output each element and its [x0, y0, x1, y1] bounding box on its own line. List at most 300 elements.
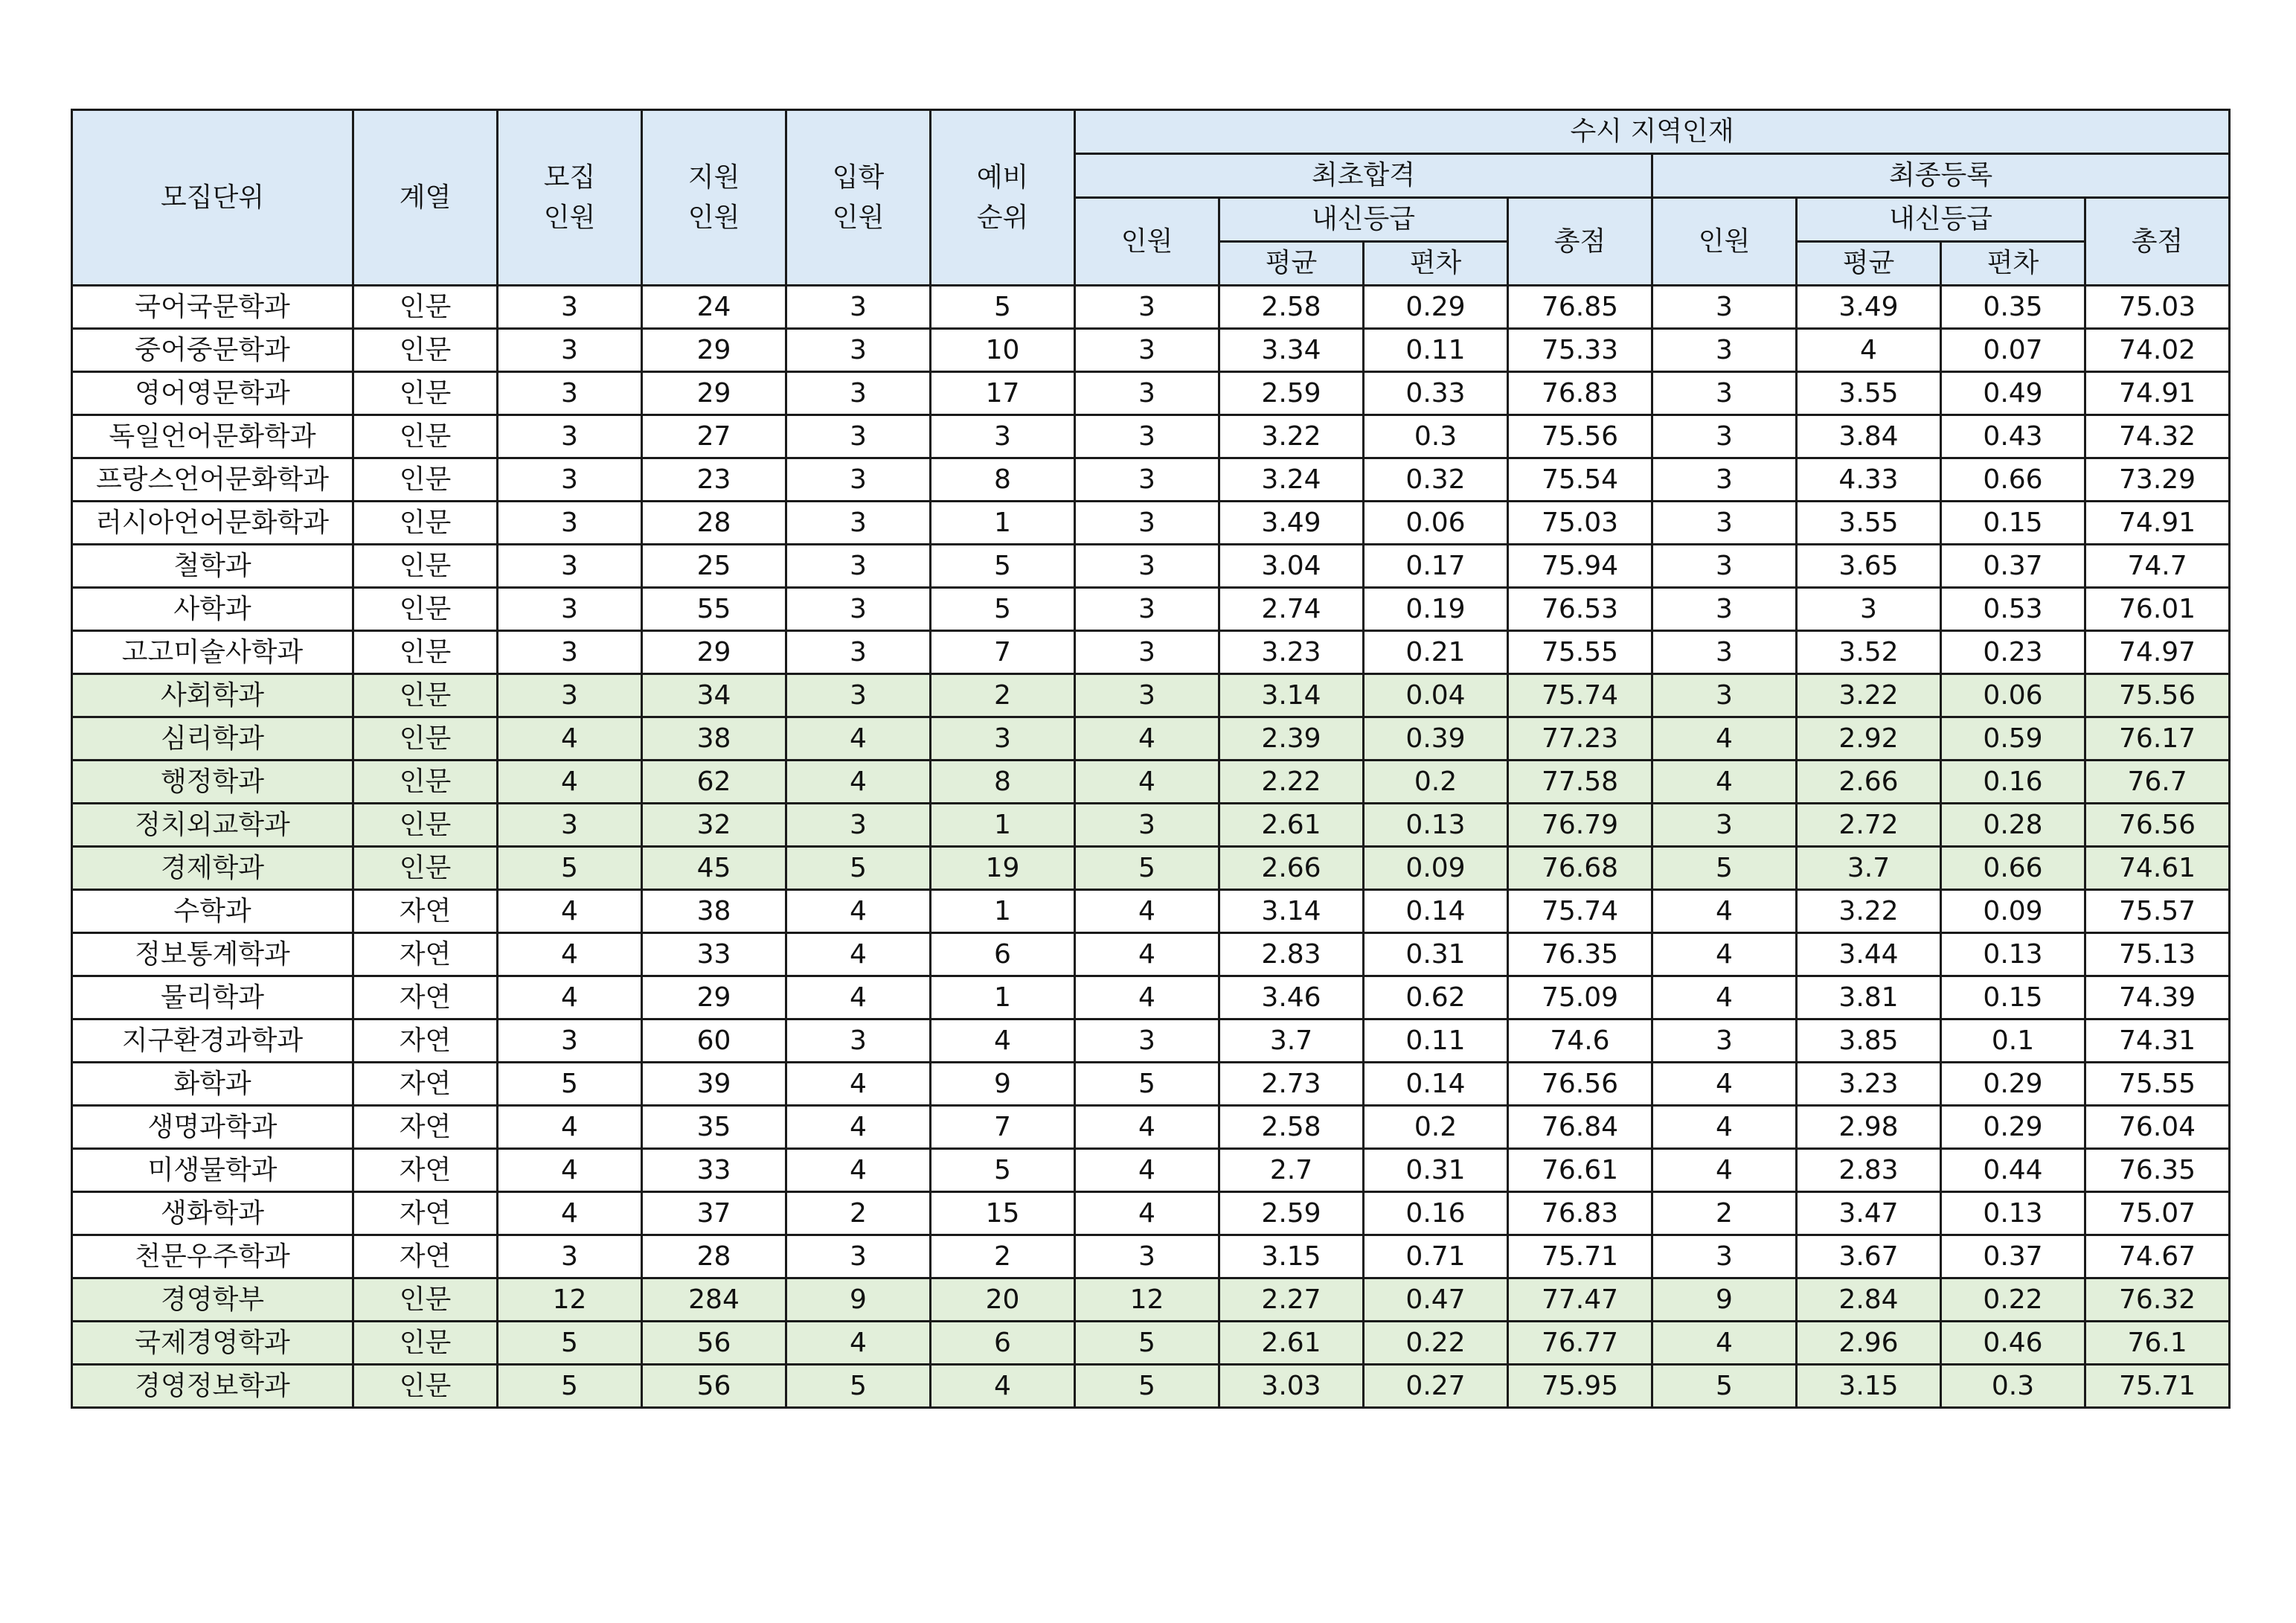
cell-r-total: 74.67	[2085, 1235, 2230, 1278]
cell-series: 인문	[353, 458, 498, 502]
cell-r-total: 74.7	[2085, 545, 2230, 588]
cell-unit: 러시아언어문화학과	[72, 502, 353, 545]
cell-r-total: 75.57	[2085, 890, 2230, 933]
cell-r-count: 4	[1652, 890, 1797, 933]
cell-quota: 3	[498, 415, 642, 458]
cell-applicants: 62	[642, 761, 786, 804]
cell-applicants: 38	[642, 890, 786, 933]
cell-f-avg: 3.46	[1219, 976, 1364, 1019]
cell-applicants: 45	[642, 847, 786, 890]
cell-unit: 생화학과	[72, 1192, 353, 1235]
cell-admitted: 4	[786, 1322, 931, 1365]
cell-f-dev: 0.06	[1364, 502, 1508, 545]
cell-f-count: 12	[1075, 1278, 1219, 1322]
header-first-grade: 내신등급	[1219, 198, 1508, 242]
cell-r-avg: 3.55	[1797, 502, 1941, 545]
table-header	[72, 110, 2230, 286]
cell-unit: 지구환경과학과	[72, 1019, 353, 1063]
cell-f-total: 76.61	[1508, 1149, 1652, 1192]
cell-f-total: 76.56	[1508, 1063, 1652, 1106]
cell-quota: 4	[498, 717, 642, 761]
cell-series: 인문	[353, 415, 498, 458]
cell-unit: 사회학과	[72, 674, 353, 717]
cell-r-dev: 0.3	[1941, 1365, 2085, 1408]
cell-f-count: 4	[1075, 890, 1219, 933]
cell-f-total: 77.47	[1508, 1278, 1652, 1322]
cell-f-avg: 2.58	[1219, 1106, 1364, 1149]
table-row	[72, 286, 2230, 329]
cell-f-dev: 0.11	[1364, 329, 1508, 372]
cell-r-avg: 3.23	[1797, 1063, 1941, 1106]
cell-quota: 4	[498, 1106, 642, 1149]
cell-r-count: 3	[1652, 804, 1797, 847]
cell-series: 인문	[353, 674, 498, 717]
cell-f-total: 76.35	[1508, 933, 1652, 976]
cell-r-avg: 3	[1797, 588, 1941, 631]
cell-unit: 영어영문학과	[72, 372, 353, 415]
table-row	[72, 933, 2230, 976]
cell-f-total: 76.68	[1508, 847, 1652, 890]
cell-f-dev: 0.31	[1364, 933, 1508, 976]
cell-applicants: 60	[642, 1019, 786, 1063]
cell-f-avg: 2.66	[1219, 847, 1364, 890]
cell-r-dev: 0.53	[1941, 588, 2085, 631]
cell-r-count: 3	[1652, 415, 1797, 458]
table-row	[72, 329, 2230, 372]
cell-admitted: 4	[786, 976, 931, 1019]
cell-r-dev: 0.43	[1941, 415, 2085, 458]
cell-f-avg: 3.14	[1219, 674, 1364, 717]
cell-series: 자연	[353, 1149, 498, 1192]
cell-f-avg: 2.74	[1219, 588, 1364, 631]
cell-waitlist: 15	[931, 1192, 1075, 1235]
cell-quota: 4	[498, 1149, 642, 1192]
cell-r-total: 74.39	[2085, 976, 2230, 1019]
cell-f-dev: 0.11	[1364, 1019, 1508, 1063]
cell-admitted: 3	[786, 502, 931, 545]
cell-f-avg: 2.27	[1219, 1278, 1364, 1322]
cell-f-dev: 0.13	[1364, 804, 1508, 847]
cell-admitted: 3	[786, 588, 931, 631]
cell-f-total: 75.54	[1508, 458, 1652, 502]
cell-unit: 철학과	[72, 545, 353, 588]
cell-quota: 4	[498, 890, 642, 933]
cell-f-dev: 0.27	[1364, 1365, 1508, 1408]
cell-f-count: 3	[1075, 372, 1219, 415]
cell-r-avg: 3.15	[1797, 1365, 1941, 1408]
cell-unit: 정치외교학과	[72, 804, 353, 847]
cell-f-count: 5	[1075, 847, 1219, 890]
table-row	[72, 1149, 2230, 1192]
cell-applicants: 24	[642, 286, 786, 329]
cell-r-total: 75.13	[2085, 933, 2230, 976]
cell-f-total: 75.55	[1508, 631, 1652, 674]
cell-f-avg: 3.7	[1219, 1019, 1364, 1063]
cell-f-count: 5	[1075, 1322, 1219, 1365]
cell-series: 인문	[353, 1278, 498, 1322]
cell-applicants: 35	[642, 1106, 786, 1149]
cell-f-dev: 0.19	[1364, 588, 1508, 631]
cell-series: 자연	[353, 1106, 498, 1149]
table-row	[72, 1235, 2230, 1278]
cell-r-count: 5	[1652, 847, 1797, 890]
cell-unit: 경제학과	[72, 847, 353, 890]
cell-f-avg: 2.59	[1219, 372, 1364, 415]
table-row	[72, 372, 2230, 415]
cell-quota: 3	[498, 545, 642, 588]
cell-r-total: 76.32	[2085, 1278, 2230, 1322]
cell-r-avg: 2.96	[1797, 1322, 1941, 1365]
cell-waitlist: 6	[931, 933, 1075, 976]
cell-waitlist: 9	[931, 1063, 1075, 1106]
cell-quota: 3	[498, 588, 642, 631]
cell-r-count: 4	[1652, 1063, 1797, 1106]
cell-r-total: 74.61	[2085, 847, 2230, 890]
cell-waitlist: 7	[931, 631, 1075, 674]
cell-unit: 물리학과	[72, 976, 353, 1019]
cell-r-total: 76.17	[2085, 717, 2230, 761]
cell-f-avg: 2.61	[1219, 1322, 1364, 1365]
cell-series: 자연	[353, 1192, 498, 1235]
cell-r-avg: 3.65	[1797, 545, 1941, 588]
cell-f-count: 4	[1075, 761, 1219, 804]
cell-admitted: 3	[786, 286, 931, 329]
cell-f-dev: 0.21	[1364, 631, 1508, 674]
cell-f-avg: 2.73	[1219, 1063, 1364, 1106]
cell-applicants: 284	[642, 1278, 786, 1322]
cell-r-dev: 0.49	[1941, 372, 2085, 415]
cell-admitted: 4	[786, 717, 931, 761]
cell-f-avg: 3.49	[1219, 502, 1364, 545]
cell-unit: 독일언어문화학과	[72, 415, 353, 458]
cell-r-count: 3	[1652, 1235, 1797, 1278]
table-row	[72, 761, 2230, 804]
cell-waitlist: 5	[931, 286, 1075, 329]
cell-f-dev: 0.39	[1364, 717, 1508, 761]
cell-waitlist: 20	[931, 1278, 1075, 1322]
cell-quota: 5	[498, 1322, 642, 1365]
cell-unit: 경영정보학과	[72, 1365, 353, 1408]
cell-waitlist: 2	[931, 674, 1075, 717]
cell-f-count: 3	[1075, 1235, 1219, 1278]
cell-unit: 국어국문학과	[72, 286, 353, 329]
cell-r-dev: 0.23	[1941, 631, 2085, 674]
cell-f-dev: 0.2	[1364, 1106, 1508, 1149]
cell-applicants: 34	[642, 674, 786, 717]
cell-series: 인문	[353, 1365, 498, 1408]
cell-applicants: 33	[642, 933, 786, 976]
cell-r-total: 74.91	[2085, 502, 2230, 545]
cell-series: 인문	[353, 286, 498, 329]
cell-quota: 12	[498, 1278, 642, 1322]
cell-f-count: 3	[1075, 588, 1219, 631]
table-row	[72, 1192, 2230, 1235]
cell-applicants: 32	[642, 804, 786, 847]
header-applicants-line2: 인원	[687, 202, 740, 233]
cell-applicants: 56	[642, 1365, 786, 1408]
cell-r-avg: 2.98	[1797, 1106, 1941, 1149]
cell-r-count: 9	[1652, 1278, 1797, 1322]
cell-f-avg: 3.14	[1219, 890, 1364, 933]
cell-r-total: 76.56	[2085, 804, 2230, 847]
cell-r-count: 3	[1652, 502, 1797, 545]
cell-f-total: 76.79	[1508, 804, 1652, 847]
cell-r-total: 74.02	[2085, 329, 2230, 372]
cell-f-avg: 2.61	[1219, 804, 1364, 847]
cell-series: 자연	[353, 976, 498, 1019]
cell-quota: 3	[498, 804, 642, 847]
cell-applicants: 37	[642, 1192, 786, 1235]
cell-series: 자연	[353, 1235, 498, 1278]
header-first-dev: 편차	[1364, 242, 1508, 286]
cell-waitlist: 7	[931, 1106, 1075, 1149]
admission-results-table	[71, 109, 2231, 1409]
cell-f-total: 75.74	[1508, 674, 1652, 717]
table-row	[72, 890, 2230, 933]
cell-waitlist: 10	[931, 329, 1075, 372]
cell-r-total: 74.31	[2085, 1019, 2230, 1063]
table-row	[72, 1365, 2230, 1408]
cell-r-avg: 4.33	[1797, 458, 1941, 502]
cell-admitted: 3	[786, 458, 931, 502]
cell-r-count: 4	[1652, 1106, 1797, 1149]
cell-r-count: 3	[1652, 588, 1797, 631]
cell-r-total: 76.01	[2085, 588, 2230, 631]
header-final-registration: 최종등록	[1652, 154, 2230, 198]
cell-f-count: 3	[1075, 329, 1219, 372]
table-body	[72, 286, 2230, 1408]
header-waitlist-line1: 예비	[976, 161, 1029, 193]
cell-r-dev: 0.59	[1941, 717, 2085, 761]
header-quota-line1: 모집	[543, 161, 596, 193]
cell-f-count: 3	[1075, 1019, 1219, 1063]
cell-r-avg: 2.66	[1797, 761, 1941, 804]
cell-series: 인문	[353, 502, 498, 545]
cell-r-count: 5	[1652, 1365, 1797, 1408]
header-applicants-line1: 지원	[687, 161, 740, 193]
cell-admitted: 3	[786, 545, 931, 588]
cell-applicants: 56	[642, 1322, 786, 1365]
cell-admitted: 4	[786, 890, 931, 933]
cell-waitlist: 1	[931, 890, 1075, 933]
cell-quota: 5	[498, 1365, 642, 1408]
table-row	[72, 717, 2230, 761]
cell-f-total: 75.94	[1508, 545, 1652, 588]
cell-admitted: 3	[786, 631, 931, 674]
cell-f-avg: 2.39	[1219, 717, 1364, 761]
cell-r-avg: 3.47	[1797, 1192, 1941, 1235]
header-first-total: 총점	[1508, 198, 1652, 286]
cell-r-count: 3	[1652, 545, 1797, 588]
cell-admitted: 3	[786, 329, 931, 372]
cell-waitlist: 1	[931, 804, 1075, 847]
cell-r-total: 76.04	[2085, 1106, 2230, 1149]
cell-f-avg: 2.22	[1219, 761, 1364, 804]
cell-applicants: 29	[642, 631, 786, 674]
cell-admitted: 5	[786, 847, 931, 890]
cell-f-dev: 0.32	[1364, 458, 1508, 502]
cell-r-avg: 2.84	[1797, 1278, 1941, 1322]
cell-waitlist: 17	[931, 372, 1075, 415]
cell-unit: 고고미술사학과	[72, 631, 353, 674]
cell-applicants: 38	[642, 717, 786, 761]
cell-r-dev: 0.15	[1941, 502, 2085, 545]
cell-r-avg: 3.81	[1797, 976, 1941, 1019]
cell-waitlist: 5	[931, 1149, 1075, 1192]
header-final-grade: 내신등급	[1797, 198, 2085, 242]
cell-admitted: 4	[786, 1063, 931, 1106]
cell-f-count: 5	[1075, 1063, 1219, 1106]
cell-unit: 화학과	[72, 1063, 353, 1106]
cell-r-dev: 0.13	[1941, 933, 2085, 976]
cell-r-avg: 3.52	[1797, 631, 1941, 674]
table-row	[72, 976, 2230, 1019]
cell-r-avg: 3.49	[1797, 286, 1941, 329]
cell-f-total: 76.53	[1508, 588, 1652, 631]
cell-f-total: 74.6	[1508, 1019, 1652, 1063]
cell-quota: 4	[498, 1192, 642, 1235]
cell-series: 자연	[353, 890, 498, 933]
table-row	[72, 1063, 2230, 1106]
cell-f-total: 75.95	[1508, 1365, 1652, 1408]
cell-r-dev: 0.35	[1941, 286, 2085, 329]
cell-f-total: 76.84	[1508, 1106, 1652, 1149]
cell-f-total: 77.58	[1508, 761, 1652, 804]
cell-f-total: 75.33	[1508, 329, 1652, 372]
cell-series: 인문	[353, 717, 498, 761]
header-final-avg: 평균	[1797, 242, 1941, 286]
cell-f-dev: 0.14	[1364, 890, 1508, 933]
header-quota-line2: 인원	[543, 202, 596, 233]
cell-waitlist: 4	[931, 1365, 1075, 1408]
cell-quota: 3	[498, 674, 642, 717]
cell-r-count: 3	[1652, 674, 1797, 717]
cell-r-dev: 0.46	[1941, 1322, 2085, 1365]
cell-quota: 3	[498, 1235, 642, 1278]
table-row	[72, 545, 2230, 588]
cell-quota: 3	[498, 372, 642, 415]
cell-r-count: 4	[1652, 1149, 1797, 1192]
cell-f-dev: 0.33	[1364, 372, 1508, 415]
cell-f-avg: 3.24	[1219, 458, 1364, 502]
cell-r-total: 75.03	[2085, 286, 2230, 329]
cell-series: 인문	[353, 631, 498, 674]
cell-unit: 프랑스언어문화학과	[72, 458, 353, 502]
cell-r-avg: 4	[1797, 329, 1941, 372]
cell-r-avg: 3.55	[1797, 372, 1941, 415]
cell-r-dev: 0.29	[1941, 1063, 2085, 1106]
cell-series: 인문	[353, 804, 498, 847]
cell-quota: 4	[498, 933, 642, 976]
cell-unit: 천문우주학과	[72, 1235, 353, 1278]
cell-f-dev: 0.2	[1364, 761, 1508, 804]
cell-admitted: 5	[786, 1365, 931, 1408]
cell-f-dev: 0.09	[1364, 847, 1508, 890]
cell-r-total: 74.32	[2085, 415, 2230, 458]
cell-admitted: 4	[786, 1106, 931, 1149]
cell-f-avg: 3.23	[1219, 631, 1364, 674]
cell-admitted: 4	[786, 1149, 931, 1192]
cell-f-avg: 3.15	[1219, 1235, 1364, 1278]
table-row	[72, 847, 2230, 890]
header-final-total: 총점	[2085, 198, 2230, 286]
cell-unit: 수학과	[72, 890, 353, 933]
cell-f-total: 76.83	[1508, 372, 1652, 415]
cell-admitted: 4	[786, 761, 931, 804]
cell-r-avg: 2.72	[1797, 804, 1941, 847]
cell-r-avg: 3.67	[1797, 1235, 1941, 1278]
cell-admitted: 3	[786, 415, 931, 458]
cell-applicants: 27	[642, 415, 786, 458]
cell-f-count: 4	[1075, 976, 1219, 1019]
cell-f-dev: 0.3	[1364, 415, 1508, 458]
cell-series: 인문	[353, 1322, 498, 1365]
cell-r-dev: 0.15	[1941, 976, 2085, 1019]
cell-r-count: 3	[1652, 1019, 1797, 1063]
cell-f-count: 3	[1075, 502, 1219, 545]
header-final-dev: 편차	[1941, 242, 2085, 286]
table-row	[72, 415, 2230, 458]
cell-r-dev: 0.37	[1941, 545, 2085, 588]
cell-f-avg: 3.03	[1219, 1365, 1364, 1408]
cell-admitted: 3	[786, 804, 931, 847]
cell-quota: 3	[498, 458, 642, 502]
header-waitlist	[931, 110, 1075, 286]
cell-f-total: 75.56	[1508, 415, 1652, 458]
header-group: 수시 지역인재	[1075, 110, 2230, 154]
cell-series: 자연	[353, 933, 498, 976]
cell-quota: 3	[498, 1019, 642, 1063]
header-first-count: 인원	[1075, 198, 1219, 286]
cell-r-dev: 0.22	[1941, 1278, 2085, 1322]
cell-applicants: 39	[642, 1063, 786, 1106]
table-row	[72, 1106, 2230, 1149]
cell-f-count: 4	[1075, 933, 1219, 976]
cell-r-total: 73.29	[2085, 458, 2230, 502]
cell-waitlist: 8	[931, 458, 1075, 502]
header-series: 계열	[353, 110, 498, 286]
cell-r-avg: 3.22	[1797, 890, 1941, 933]
cell-series: 인문	[353, 545, 498, 588]
cell-waitlist: 8	[931, 761, 1075, 804]
cell-quota: 3	[498, 631, 642, 674]
cell-f-count: 3	[1075, 458, 1219, 502]
cell-r-total: 75.71	[2085, 1365, 2230, 1408]
cell-applicants: 23	[642, 458, 786, 502]
cell-admitted: 3	[786, 372, 931, 415]
header-applicants	[642, 110, 786, 286]
cell-waitlist: 5	[931, 588, 1075, 631]
cell-f-total: 76.77	[1508, 1322, 1652, 1365]
cell-quota: 3	[498, 329, 642, 372]
cell-f-total: 76.83	[1508, 1192, 1652, 1235]
cell-applicants: 25	[642, 545, 786, 588]
cell-r-count: 3	[1652, 286, 1797, 329]
cell-admitted: 4	[786, 933, 931, 976]
cell-unit: 경영학부	[72, 1278, 353, 1322]
cell-f-count: 3	[1075, 545, 1219, 588]
cell-r-count: 4	[1652, 976, 1797, 1019]
cell-r-avg: 3.7	[1797, 847, 1941, 890]
cell-waitlist: 6	[931, 1322, 1075, 1365]
cell-series: 인문	[353, 372, 498, 415]
cell-f-avg: 2.83	[1219, 933, 1364, 976]
header-waitlist-line2: 순위	[976, 202, 1029, 233]
cell-admitted: 3	[786, 1019, 931, 1063]
cell-r-dev: 0.13	[1941, 1192, 2085, 1235]
cell-r-total: 74.91	[2085, 372, 2230, 415]
header-admitted-line1: 입학	[832, 161, 885, 193]
